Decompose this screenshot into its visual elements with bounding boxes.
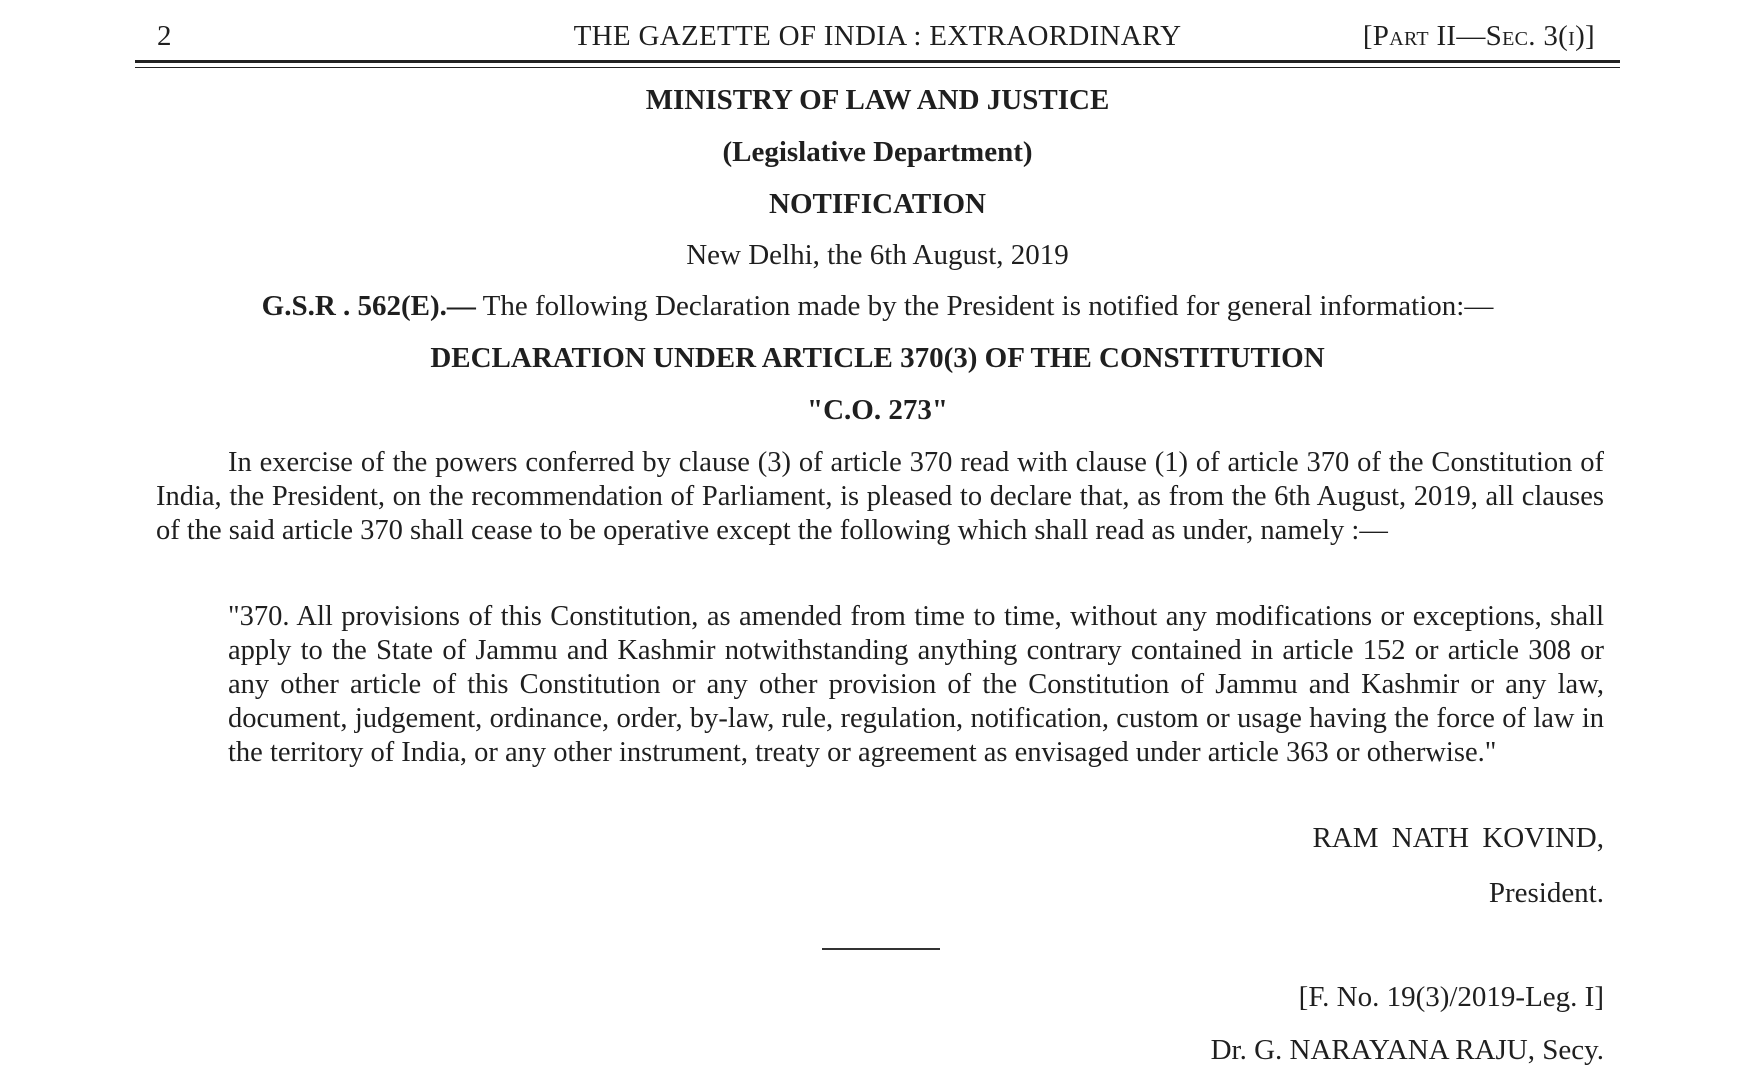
ministry-heading: MINISTRY OF LAW AND JUSTICE: [645, 84, 1110, 116]
gazette-title: THE GAZETTE OF INDIA : EXTRAORDINARY: [573, 20, 1182, 52]
secretary-signature: Dr. G. NARAYANA RAJU, Secy.: [1210, 1034, 1604, 1066]
declaration-heading: DECLARATION UNDER ARTICLE 370(3) OF THE CONSTITUTION: [430, 342, 1325, 374]
body-paragraph-2: "370. All provisions of this Constitution, as amended from time to time, without any modifications or exceptions, shall apply to the State of Jammu and Kashmir notwithstanding anything contrary contained in article 152 or article 308 or any other article of this Constitution or any other provision of the Constitution of Jammu and Kashmir or any law, document, judgement, ordinance, order, by-law, rule, regulation, notification, custom or usage having the force of law in the territory of India, or any other instrument, treaty or agreement as envisaged under article 363 or otherwise.": [228, 601, 1604, 768]
gazette-header: [135, 14, 1620, 58]
notification-heading: NOTIFICATION: [769, 188, 986, 220]
place-date: New Delhi, the 6th August, 2019: [686, 239, 1069, 271]
order-code: "C.O. 273": [807, 394, 948, 426]
gsr-line: [135, 290, 1620, 323]
file-number: [F. No. 19(3)/2019-Leg. I]: [1298, 981, 1604, 1013]
gsr-text: The following Declaration made by the President is notified for general information:—: [475, 290, 1494, 322]
signatory-title: President.: [1488, 877, 1604, 909]
page-number: 2: [157, 20, 172, 52]
separator-rule: [822, 948, 940, 950]
part-section: [Part II—Sec. 3(i)]: [1362, 20, 1595, 52]
body-paragraph-1: In exercise of the powers conferred by clause (3) of article 370 read with clause (1) of article 370 of the Constitution of India, the President, on the recommendation of Parliament, is pleased to declare that, as from the 6th August, 2019, all clauses of the said article 370 shall cease to be operative except the following which shall read as under, namely :—: [156, 447, 1604, 546]
header-rule-thin: [135, 67, 1620, 68]
gsr-number: G.S.R . 562(E).—: [261, 290, 476, 322]
header-rule-thick: [135, 60, 1620, 63]
signatory-name: RAM NATH KOVIND,: [1312, 822, 1604, 854]
department-heading: (Legislative Department): [722, 136, 1033, 168]
